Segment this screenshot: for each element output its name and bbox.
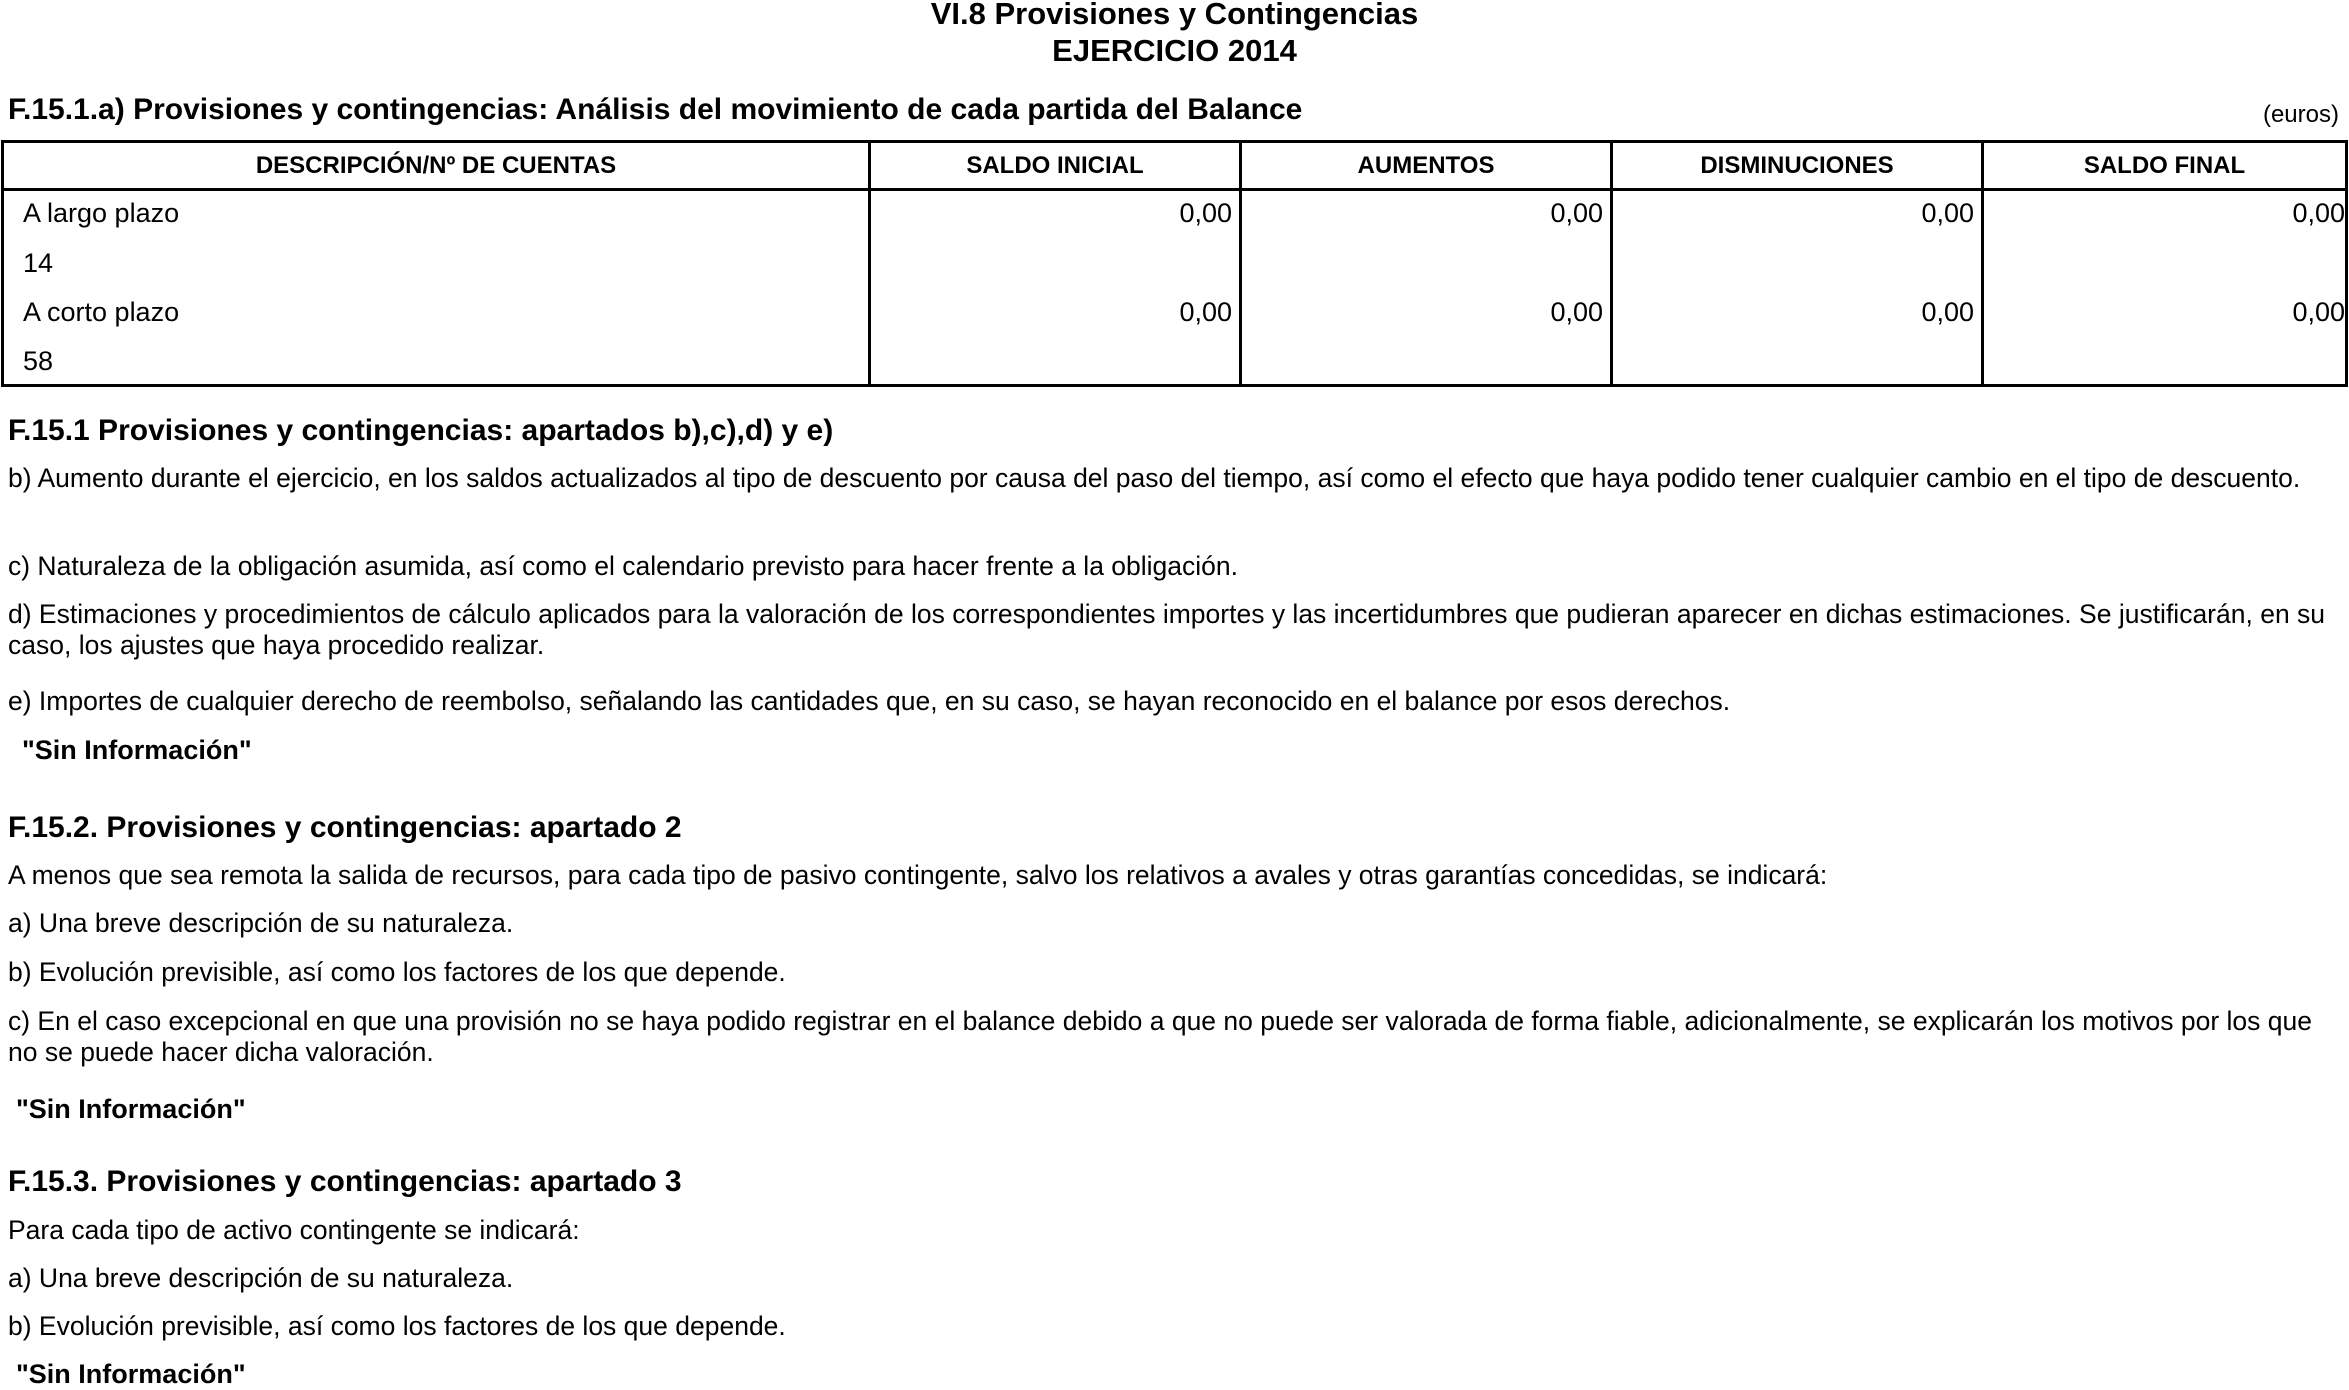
section-3-title: F.15.3. Provisiones y contingencias: apartado 3 xyxy=(8,1165,682,1198)
paragraph-a: a) Una breve descripción de su naturaleza. xyxy=(8,1263,514,1293)
cell-disminuciones: 0,00 xyxy=(1921,297,1974,327)
paragraph-c: c) Naturaleza de la obligación asumida, así como el calendario previsto para hacer frente a la obligación. xyxy=(8,551,1238,581)
section-a-title: F.15.1.a) Provisiones y contingencias: Análisis del movimiento de cada partida del Balance xyxy=(8,93,1303,126)
sin-informacion-label: "Sin Información" xyxy=(22,735,252,765)
paragraph-a: a) Una breve descripción de su naturaleza. xyxy=(8,908,514,938)
cell-saldo-final: 0,00 xyxy=(2292,198,2345,228)
paragraph-b: b) Evolución previsible, así como los factores de los que depende. xyxy=(8,957,786,987)
cell-saldo-inicial: 0,00 xyxy=(1179,297,1232,327)
paragraph-intro: A menos que sea remota la salida de recursos, para cada tipo de pasivo contingente, salvo los relativos a avales y otras garantías concedidas, se indicará: xyxy=(8,860,1828,890)
units-label: (euros) xyxy=(2262,101,2339,128)
paragraph-e: e) Importes de cualquier derecho de reembolso, señalando las cantidades que, en su caso, se hayan reconocido en el balance por esos derechos. xyxy=(8,686,1731,716)
column-divider xyxy=(1610,143,1613,384)
row-description: A largo plazo xyxy=(23,198,180,228)
row-description: A corto plazo xyxy=(23,297,180,327)
sin-informacion-label: "Sin Información" xyxy=(16,1359,246,1389)
header-saldo-inicial: SALDO INICIAL xyxy=(966,152,1144,179)
document-subtitle: EJERCICIO 2014 xyxy=(1052,33,1297,68)
column-divider xyxy=(868,143,871,384)
section-2-title: F.15.2. Provisiones y contingencias: apartado 2 xyxy=(8,811,682,844)
table-header-row xyxy=(4,143,2345,191)
cell-saldo-final: 0,00 xyxy=(2292,297,2345,327)
column-divider xyxy=(1239,143,1242,384)
row-account-number: 14 xyxy=(23,248,54,278)
cell-disminuciones: 0,00 xyxy=(1921,198,1974,228)
column-divider xyxy=(1981,143,1984,384)
paragraph-intro: Para cada tipo de activo contingente se indicará: xyxy=(8,1215,580,1245)
paragraph-c: c) En el caso excepcional en que una provisión no se haya podido registrar en el balance debido a que no puede ser valorada de forma fiable, adicionalmente, se explicarán los motivos por los que no se puede hacer dicha valoración. xyxy=(8,1006,2312,1067)
header-saldo-final: SALDO FINAL xyxy=(2083,152,2246,179)
paragraph-d: d) Estimaciones y procedimientos de cálculo aplicados para la valoración de los correspondientes importes y las incertidumbres que pudieran aparecer en dichas estimaciones. Se justificarán, en su caso, los ajustes que haya procedido realizar. xyxy=(8,599,2326,660)
cell-saldo-inicial: 0,00 xyxy=(1179,198,1232,228)
cell-aumentos: 0,00 xyxy=(1550,198,1603,228)
section-1-title: F.15.1 Provisiones y contingencias: apartados b),c),d) y e) xyxy=(8,414,834,447)
movement-table xyxy=(1,140,2348,387)
row-account-number: 58 xyxy=(23,346,54,376)
document-title: VI.8 Provisiones y Contingencias xyxy=(930,0,1419,31)
cell-aumentos: 0,00 xyxy=(1550,297,1603,327)
paragraph-b: b) Evolución previsible, así como los factores de los que depende. xyxy=(8,1311,786,1341)
paragraph-b: b) Aumento durante el ejercicio, en los saldos actualizados al tipo de descuento por causa del paso del tiempo, así como el efecto que haya podido tener cualquier cambio en el tipo de descuento. xyxy=(8,463,2301,493)
header-aumentos: AUMENTOS xyxy=(1357,152,1495,179)
sin-informacion-label: "Sin Información" xyxy=(16,1094,246,1124)
header-disminuciones: DISMINUCIONES xyxy=(1700,152,1894,179)
header-descripcion: DESCRIPCIÓN/Nº DE CUENTAS xyxy=(255,152,617,179)
